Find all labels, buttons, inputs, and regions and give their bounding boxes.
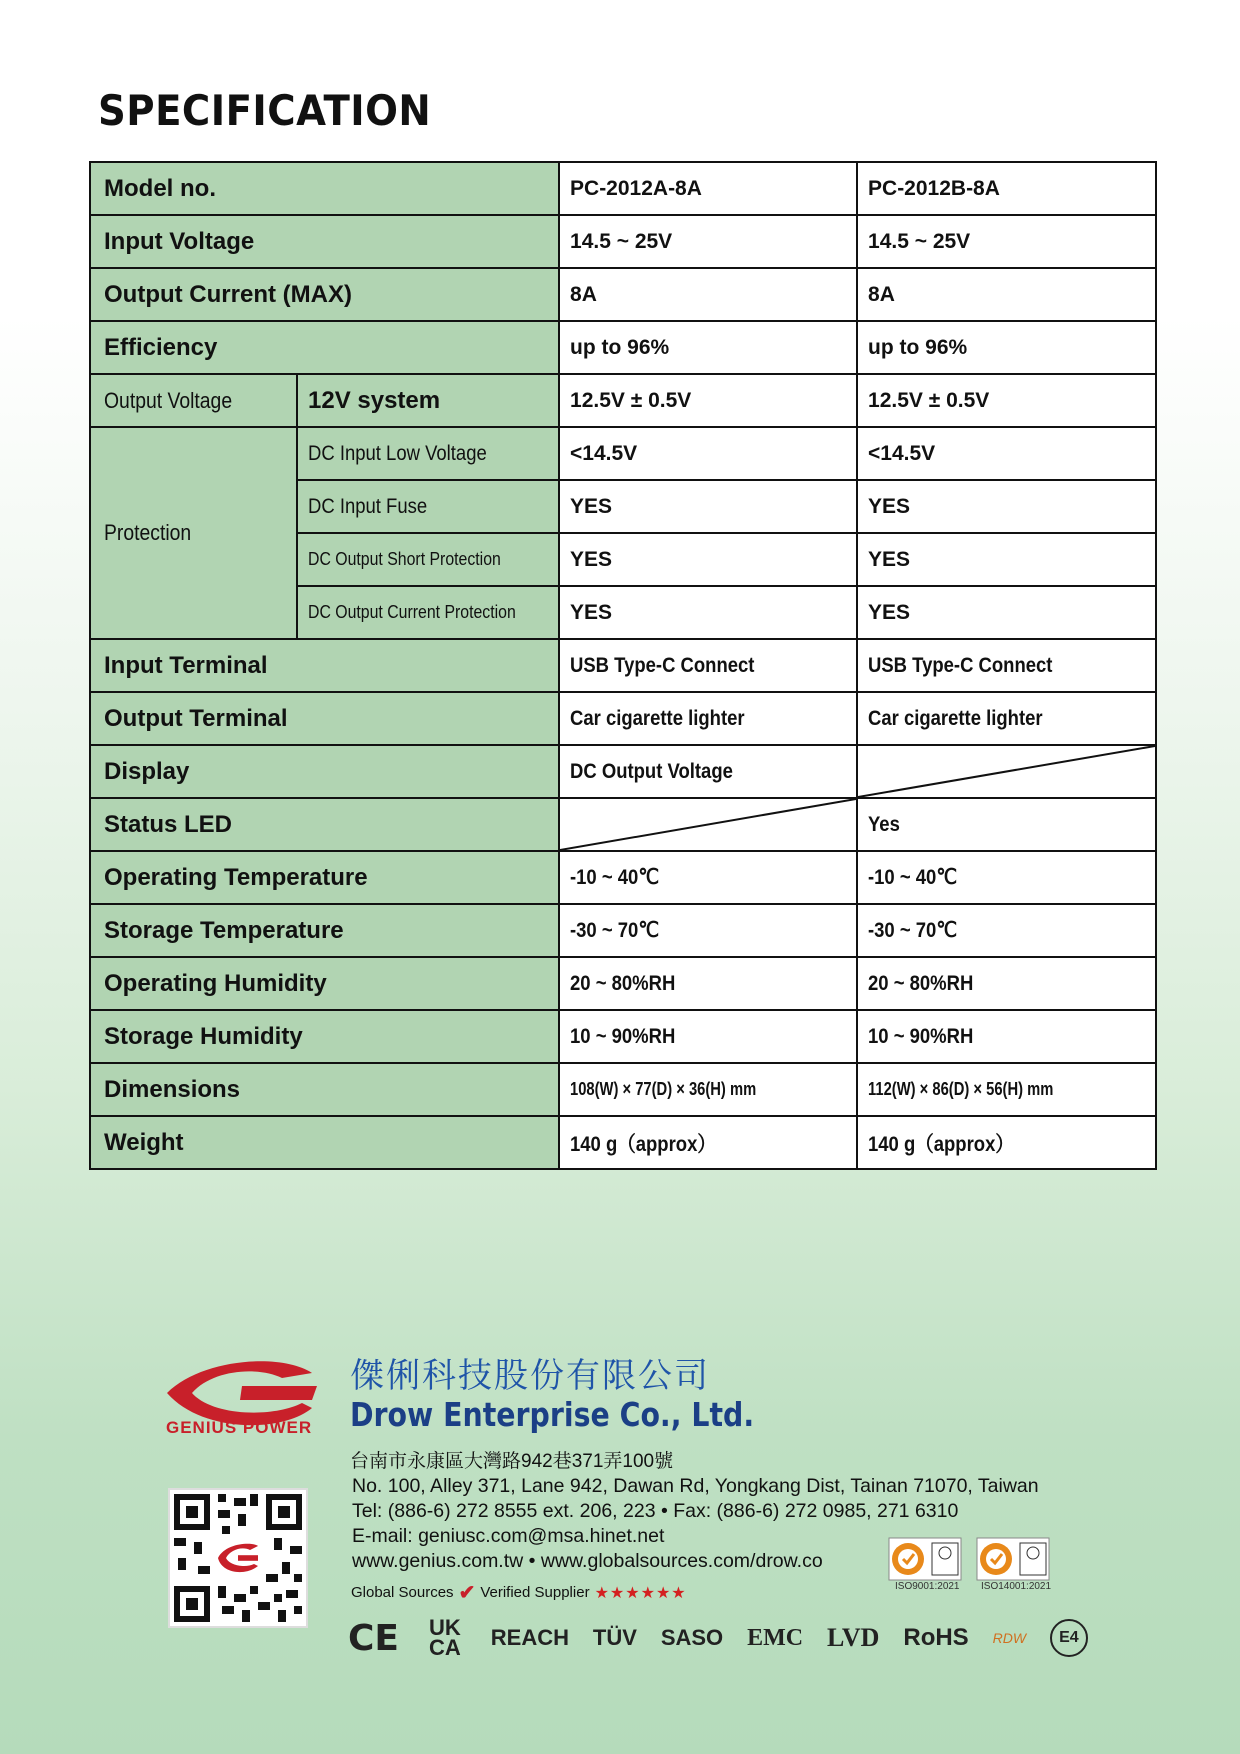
value-a: 8A — [559, 268, 857, 321]
value-b: YES — [857, 586, 1156, 639]
value-a: YES — [559, 586, 857, 639]
value-b: <14.5V — [857, 427, 1156, 480]
global-sources-badge — [351, 1580, 687, 1605]
table-row — [90, 215, 1156, 268]
value-text: 112(W) × 86(D) × 56(H) mm — [868, 1079, 1054, 1099]
value-text: USB Type-C Connect — [868, 653, 1053, 677]
model-b: PC-2012B-8A — [857, 162, 1156, 215]
sublabel-text: DC Output Current Protection — [308, 602, 516, 622]
value-a: 14.5 ~ 25V — [559, 215, 857, 268]
value-b: YES — [857, 480, 1156, 533]
row-label: Input Voltage — [90, 215, 559, 268]
company-name-cn: 傑俐科技股份有限公司 — [350, 1357, 710, 1395]
model-a: PC-2012A-8A — [559, 162, 857, 215]
iso14001-badge-icon — [976, 1537, 1050, 1581]
tuv-mark-icon: TÜV — [592, 1625, 637, 1650]
value-text: -30 ~ 70℃ — [868, 919, 958, 942]
row-sublabel — [297, 427, 559, 480]
value-a: 12.5V ± 0.5V — [559, 374, 857, 427]
row-label: Display — [90, 745, 559, 798]
spec-table — [89, 161, 1157, 1170]
table-row — [90, 321, 1156, 374]
row-label: Status LED — [90, 798, 559, 851]
rohs-mark-icon: RoHS — [903, 1624, 969, 1651]
value-text: 140 g（approx） — [570, 1132, 716, 1156]
row-sublabel — [297, 533, 559, 586]
row-label: Operating Temperature — [90, 851, 559, 904]
value-a — [559, 1063, 857, 1116]
table-row — [90, 904, 1156, 957]
row-label: Efficiency — [90, 321, 559, 374]
value-text: 20 ~ 80%RH — [570, 971, 676, 995]
value-a — [559, 1116, 857, 1169]
value-text: 140 g（approx） — [868, 1132, 1014, 1156]
websites[interactable]: www.genius.com.tw • www.globalsources.com/drow.co — [352, 1550, 823, 1572]
row-label — [90, 374, 297, 427]
value-text: Car cigarette lighter — [570, 706, 745, 730]
table-row — [90, 745, 1156, 798]
row-label: Output Terminal — [90, 692, 559, 745]
iso9001-label: ISO9001:2021 — [895, 1581, 960, 1592]
table-row — [90, 692, 1156, 745]
value-a: up to 96% — [559, 321, 857, 374]
emc-mark-icon: EMC — [747, 1624, 804, 1651]
output-voltage-label: Output Voltage — [104, 387, 233, 413]
value-b — [857, 639, 1156, 692]
row-label: Storage Temperature — [90, 904, 559, 957]
value-a: <14.5V — [559, 427, 857, 480]
row-sublabel — [297, 480, 559, 533]
table-row — [90, 851, 1156, 904]
verified-supplier-label: Verified Supplier — [480, 1584, 590, 1601]
row-label: Model no. — [90, 162, 559, 215]
value-b — [857, 904, 1156, 957]
table-row — [90, 957, 1156, 1010]
table-row — [90, 162, 1156, 215]
value-b — [857, 692, 1156, 745]
certification-marks — [348, 1610, 1088, 1666]
diagonal-slash — [560, 799, 856, 850]
row-sublabel: 12V system — [297, 374, 559, 427]
value-text: 108(W) × 77(D) × 36(H) mm — [570, 1079, 757, 1099]
row-label: Weight — [90, 1116, 559, 1169]
table-row — [90, 1010, 1156, 1063]
value-text: USB Type-C Connect — [570, 653, 755, 677]
ukca-mark-icon: UK CA — [429, 1615, 461, 1660]
diagonal-slash — [858, 746, 1155, 797]
value-a — [559, 1010, 857, 1063]
reach-mark-icon: REACH — [490, 1625, 570, 1650]
saso-mark-icon: SASO — [660, 1625, 724, 1650]
iso14001-label: ISO14001:2021 — [981, 1581, 1052, 1592]
value-a: YES — [559, 480, 857, 533]
global-sources-label: Global Sources — [351, 1584, 454, 1601]
value-a — [559, 904, 857, 957]
value-b: 14.5 ~ 25V — [857, 215, 1156, 268]
brand-name: GENIUS POWER — [166, 1418, 313, 1437]
value-text: -10 ~ 40℃ — [868, 866, 958, 889]
value-b — [857, 1063, 1156, 1116]
row-label: Input Terminal — [90, 639, 559, 692]
sublabel-text: DC Output Short Protection — [308, 549, 501, 569]
row-label: Operating Humidity — [90, 957, 559, 1010]
value-text: -30 ~ 70℃ — [570, 919, 660, 942]
value-a — [559, 692, 857, 745]
value-a — [559, 851, 857, 904]
value-b: 12.5V ± 0.5V — [857, 374, 1156, 427]
not-applicable-cell — [559, 798, 857, 851]
page-title: SPECIFICATION — [98, 86, 432, 135]
ce-mark-icon: CE — [348, 1617, 400, 1659]
value-b: up to 96% — [857, 321, 1156, 374]
value-b: 8A — [857, 268, 1156, 321]
value-text: Yes — [868, 812, 900, 836]
company-name-en: Drow Enterprise Co., Ltd. — [350, 1395, 755, 1434]
value-text: -10 ~ 40℃ — [570, 866, 660, 889]
not-applicable-cell — [857, 745, 1156, 798]
value-text: 20 ~ 80%RH — [868, 971, 974, 995]
sublabel-text: DC Input Fuse — [308, 494, 428, 518]
table-row — [90, 374, 1156, 427]
value-b — [857, 1116, 1156, 1169]
iso9001-badge-icon — [888, 1537, 962, 1581]
rating-stars: ★★★★★★ — [594, 1584, 687, 1602]
value-b — [857, 1010, 1156, 1063]
table-row — [90, 639, 1156, 692]
value-a — [559, 745, 857, 798]
value-a — [559, 639, 857, 692]
row-sublabel — [297, 586, 559, 639]
phone-fax: Tel: (886-6) 272 8555 ext. 206, 223 • Fax: (886-6) 272 0985, 271 6310 — [352, 1500, 959, 1522]
value-a — [559, 957, 857, 1010]
row-label: Dimensions — [90, 1063, 559, 1116]
e4-mark-icon: E4 — [1050, 1619, 1088, 1657]
table-row — [90, 427, 1156, 480]
value-b: YES — [857, 533, 1156, 586]
row-label — [90, 427, 297, 639]
sublabel-text: DC Input Low Voltage — [308, 441, 487, 465]
qr-code — [168, 1488, 308, 1628]
value-b — [857, 798, 1156, 851]
value-text: 10 ~ 90%RH — [868, 1024, 974, 1048]
rdw-mark-icon: RDW — [992, 1630, 1027, 1646]
value-b — [857, 957, 1156, 1010]
value-b — [857, 851, 1156, 904]
row-label: Output Current (MAX) — [90, 268, 559, 321]
value-a: YES — [559, 533, 857, 586]
table-row — [90, 798, 1156, 851]
row-label: Storage Humidity — [90, 1010, 559, 1063]
table-row — [90, 1116, 1156, 1169]
address-cn: 台南市永康區大灣路942巷371弄100號 — [350, 1451, 674, 1472]
value-text: DC Output Voltage — [570, 759, 733, 783]
table-row — [90, 268, 1156, 321]
email[interactable]: E-mail: geniusc.com@msa.hinet.net — [352, 1525, 665, 1547]
checkmark-icon: ✔ — [458, 1582, 476, 1604]
table-row — [90, 1063, 1156, 1116]
address-en: No. 100, Alley 371, Lane 942, Dawan Rd, Yongkang Dist, Tainan 71070, Taiwan — [352, 1475, 1039, 1497]
lvd-mark-icon: LVD — [826, 1623, 880, 1652]
value-text: 10 ~ 90%RH — [570, 1024, 676, 1048]
protection-label: Protection — [104, 520, 192, 545]
value-text: Car cigarette lighter — [868, 706, 1043, 730]
